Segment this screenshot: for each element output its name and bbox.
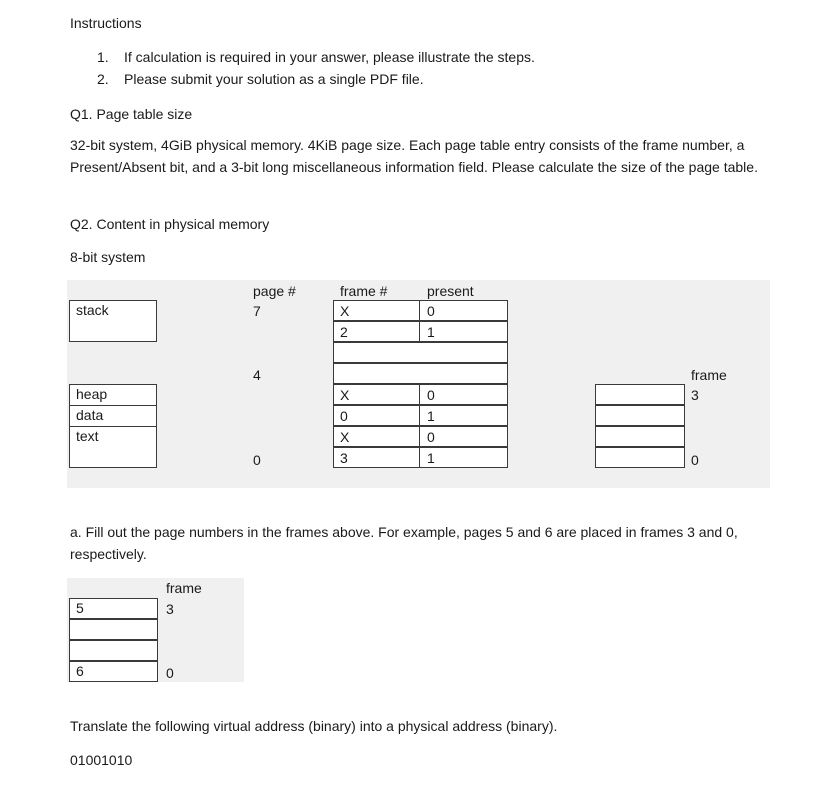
physical-frame-label: 0 [691, 452, 699, 468]
column-divider [419, 384, 420, 468]
frame-cell: X [340, 387, 350, 403]
q2-title: Q2. Content in physical memory [70, 216, 270, 232]
translate-prompt: Translate the following virtual address (binary) into a physical address (binary). [70, 718, 558, 734]
present-cell: 1 [427, 450, 435, 466]
physical-frame-header: frame [691, 367, 727, 383]
page-table-row [333, 321, 508, 342]
page-table-row [333, 342, 508, 363]
segment-heap: heap [69, 384, 157, 406]
present-cell: 0 [427, 429, 435, 445]
virtual-address: 01001010 [70, 752, 133, 768]
page-number-header: page # [253, 283, 296, 299]
physical-frame-label: 3 [691, 387, 699, 403]
present-cell: 1 [427, 408, 435, 424]
segment-data: data [69, 405, 157, 427]
frame-cell: X [340, 303, 350, 319]
frame-cell: 2 [340, 324, 348, 340]
instruction-number: 1. [97, 49, 109, 65]
instruction-item: Please submit your solution as a single PDF file. [124, 71, 424, 87]
physical-frame [595, 384, 685, 405]
q1-body: 32-bit system, 4GiB physical memory. 4KiB page size. Each page table entry consists of the frame number, a Present/Absent bit, and a 3-bit long miscellaneous information field. Please calculate the size of the page table. [70, 137, 758, 175]
example-frame-header: frame [166, 580, 202, 596]
instruction-item: If calculation is required in your answer, please illustrate the steps. [124, 49, 535, 65]
frame-cell: 3 [340, 450, 348, 466]
page-table-row [333, 405, 508, 426]
page-label: 7 [253, 303, 261, 319]
q1-title: Q1. Page table size [70, 106, 193, 122]
page-label: 4 [253, 367, 261, 383]
page-table-row [333, 300, 508, 321]
page-table-row [333, 426, 508, 447]
example-frame-label: 0 [166, 665, 174, 681]
instruction-number: 2. [97, 71, 109, 87]
physical-frame [595, 405, 685, 426]
example-frame-page: 5 [69, 598, 158, 619]
q2-subtitle: 8-bit system [70, 249, 146, 265]
present-header: present [427, 283, 474, 299]
example-frame-label: 3 [166, 601, 174, 617]
segment-stack: stack [69, 300, 157, 342]
page-table-row [333, 384, 508, 405]
column-divider [419, 300, 420, 342]
frame-cell: 0 [340, 408, 348, 424]
present-cell: 1 [427, 324, 435, 340]
physical-frame [595, 426, 685, 447]
page-table-row [333, 447, 508, 468]
page-label: 0 [253, 452, 261, 468]
frame-cell: X [340, 429, 350, 445]
example-frame-empty [69, 619, 158, 640]
page-table-row [333, 363, 508, 384]
instructions-heading: Instructions [70, 15, 142, 31]
physical-frame [595, 447, 685, 468]
example-frame-empty [69, 640, 158, 661]
segment-text: text [69, 426, 157, 468]
example-frame-page: 6 [69, 661, 158, 682]
part-a-text: a. Fill out the page numbers in the frames above. For example, pages 5 and 6 are placed in frames 3 and 0, respectively. [70, 524, 738, 562]
frame-number-header: frame # [340, 283, 388, 299]
present-cell: 0 [427, 303, 435, 319]
present-cell: 0 [427, 387, 435, 403]
